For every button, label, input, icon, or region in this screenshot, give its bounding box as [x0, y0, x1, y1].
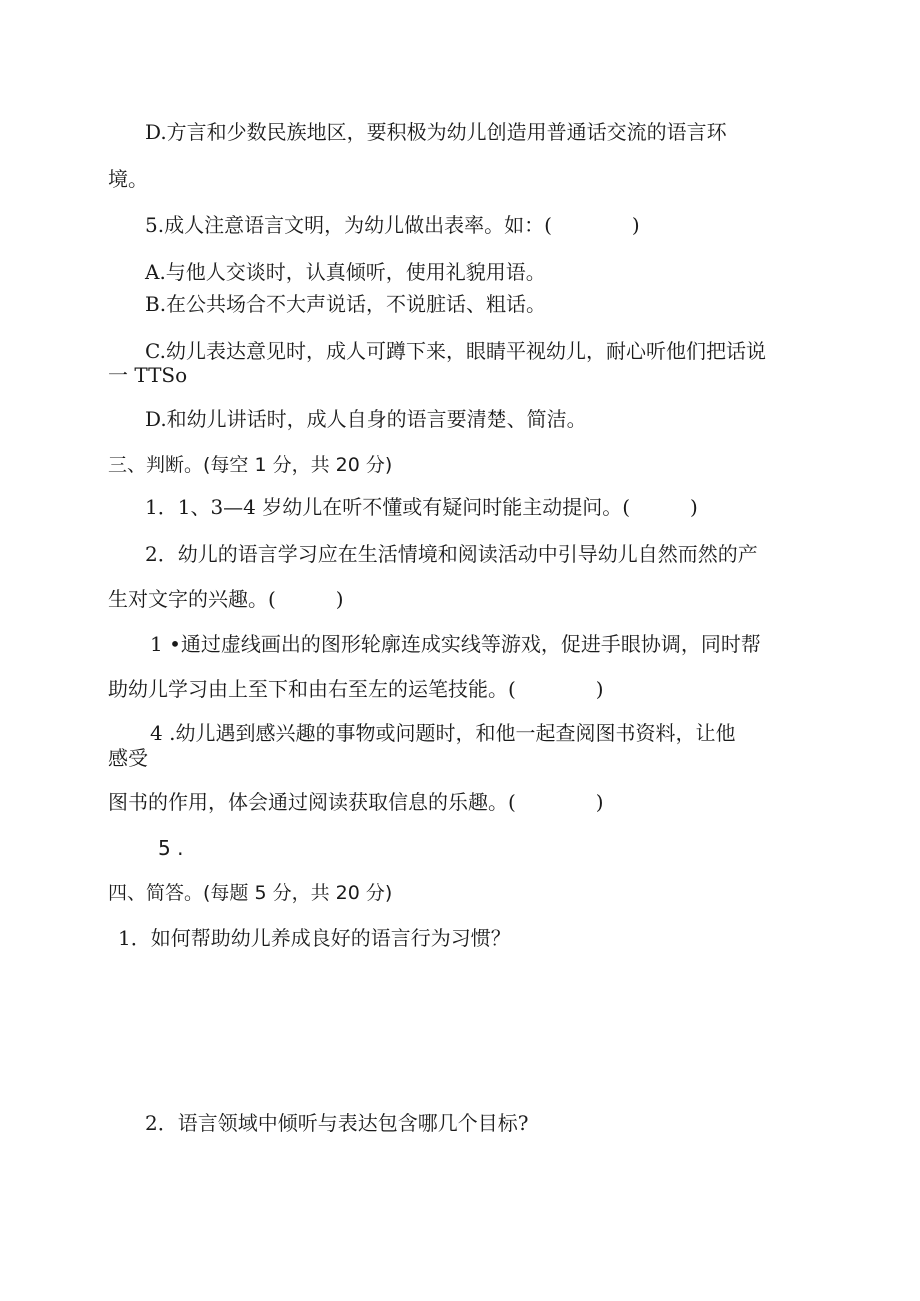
- option-c-line1: C.幼儿表达意见时，成人可蹲下来，眼睛平视幼儿，耐心听他们把话说: [145, 339, 766, 363]
- judge-item-2-line1: 2．幼儿的语言学习应在生活情境和阅读活动中引导幼儿自然而然的产: [145, 542, 758, 566]
- section-3-heading: 三、判断。(每空 1 分，共 20 分): [108, 454, 393, 476]
- question-5: 5.成人注意语言文明，为幼儿做出表率。如：( ): [145, 213, 640, 237]
- option-b: B.在公共场合不大声说话，不说脏话、粗话。: [145, 292, 547, 316]
- option-d-line1: D.方言和少数民族地区，要积极为幼儿创造用普通话交流的语言环: [145, 120, 727, 144]
- judge-item-4-line3: 图书的作用，体会通过阅读获取信息的乐趣。( ): [108, 790, 604, 814]
- judge-item-1: 1．1、3—4 岁幼儿在听不懂或有疑问时能主动提问。( ): [145, 495, 698, 519]
- judge-item-3-line2: 助幼儿学习由上至下和由右至左的运笔技能。( ): [108, 677, 604, 701]
- judge-item-2-line2: 生对文字的兴趣。( ): [108, 587, 344, 611]
- option-a: A.与他人交谈时，认真倾听，使用礼貌用语。: [145, 260, 546, 284]
- judge-item-5: 5 .: [158, 836, 184, 860]
- judge-item-3-line1: 1 •通过虚线画出的图形轮廓连成实线等游戏，促进手眼协调，同时帮: [150, 632, 761, 656]
- option-d: D.和幼儿讲话时，成人自身的语言要清楚、简洁。: [145, 407, 587, 431]
- option-c-line2: 一 TTSo: [108, 363, 188, 387]
- short-answer-1: 1．如何帮助幼儿养成良好的语言行为习惯？: [118, 926, 511, 950]
- judge-item-4-line2: 感受: [108, 746, 148, 770]
- option-d-line2: 境。: [108, 167, 148, 191]
- judge-item-4-line1: 4 .幼儿遇到感兴趣的事物或问题时，和他一起查阅图书资料，让他: [150, 721, 736, 745]
- section-4-heading: 四、简答。(每题 5 分，共 20 分): [108, 882, 393, 904]
- short-answer-2: 2．语言领域中倾听与表达包含哪几个目标?: [145, 1111, 529, 1135]
